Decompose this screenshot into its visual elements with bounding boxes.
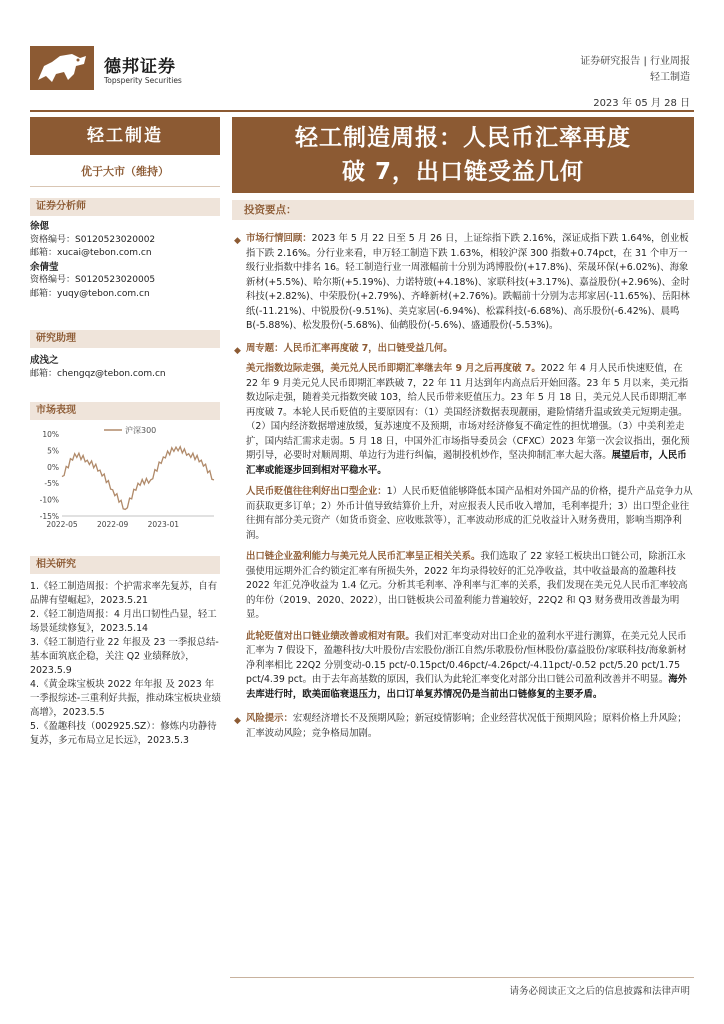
risk-paragraph — [232, 712, 694, 741]
limited-improvement-paragraph — [232, 630, 694, 703]
analyst-cert: 资格编号：S0120523020002 — [30, 234, 156, 245]
logo-en-text: Topsperity Securities — [104, 76, 182, 85]
limited-improvement-body: 我们对汇率变动对出口企业的盈利水平进行测算，在美元兑人民币汇率为 7 假设下，盈趣科技/大叶股份/吉宏股份/浙江自然/乐歌股份/恒林股份/嘉益股份/家联科技/海象新材净利率相比 22Q2 分别变动-0.15 pct/-0.15pct/0.46pct/-4.26pct/-4.11pct/-0.52 pct/5.20 pct/1.75 pct/4.39 pct。由于去年高基数的原因，我们认为此轮汇率变化对部分出口链公司盈利改善并不明显。 — [246, 630, 687, 685]
diamond-bullet-icon: ◆ — [234, 716, 241, 726]
limited-improvement-conclusion: 海外去库进行时，欧美面临衰退压力，出口订单复苏情况仍是当前出口链修复的主要矛盾。 — [246, 674, 687, 700]
market-review-paragraph — [232, 232, 694, 334]
title-line-2: 破 7，出口链受益几何 — [341, 159, 584, 185]
company-logo — [30, 46, 190, 94]
header-divider — [30, 110, 694, 112]
related-item[interactable]: 2.《轻工制造周报：4 月出口韧性凸显，轻工场景延续修复》，2023.5.14 — [30, 609, 217, 634]
assistant-email[interactable]: 邮箱：chengqz@tebon.com.cn — [30, 368, 166, 379]
profit-correlation-lead: 出口链企业盈利能力与美元兑人民币汇率呈正相关关系。 — [246, 551, 481, 562]
analyst-name: 余倩莹 — [30, 261, 59, 273]
analyst-list — [30, 220, 220, 301]
y-tick-label: -15% — [39, 512, 59, 521]
report-title — [232, 117, 694, 193]
y-tick-label: -10% — [39, 495, 59, 505]
analyst-heading: 证券分析师 — [30, 198, 220, 216]
footer-divider — [230, 977, 694, 978]
analyst-email[interactable]: 邮箱：yuqy@tebon.com.cn — [30, 288, 150, 299]
fx-trend-outlook: 展望后市，人民币汇率或能逐步回到相对平稳水平。 — [246, 450, 687, 476]
analyst-email[interactable]: 邮箱：xucai@tebon.com.cn — [30, 248, 152, 258]
rating-label: 优于大市（维持） — [81, 165, 169, 178]
rating-divider — [30, 186, 220, 187]
related-heading: 相关研究 — [30, 556, 220, 574]
related-item[interactable]: 5.《盈趣科技（002925.SZ）：修炼内功静待复苏，多元布局立足长远》，2023.5.3 — [30, 721, 217, 746]
related-item[interactable]: 4.《黄金珠宝板块 2022 年年报 及 2023 年一季报综述-三重利好共振，推动珠宝板块业绩高增》，2023.5.5 — [30, 679, 221, 718]
x-tick-label: 2023-01 — [147, 520, 180, 529]
x-tick-label: 2022-09 — [96, 520, 129, 529]
weekly-topic-lead: 周专题：人民币汇率再度破 7，出口链受益几何。 — [246, 342, 453, 354]
fx-trend-lead: 美元指数边际走强，美元兑人民币即期汇率继去年 9 月之后再度破 7。 — [246, 363, 541, 374]
report-type: 证券研究报告 | 行业周报 — [580, 56, 690, 67]
profit-correlation-paragraph — [232, 550, 694, 623]
report-header — [580, 54, 690, 86]
profit-correlation-body: 我们选取了 22 家轻工板块出口链公司，除浙江永强使用远期外汇合约锁定汇率有所损失外，2022 年均录得较好的汇兑净收益，其中收益最高的盈趣科技 2022 年汇兑净收益为 1.4 亿元。分析其毛利率、净利率与汇率的关系，我们发现在美元兑人民币汇率较高的年份（2019、2020、2022），出口链板块公司盈利能力普遍较好，22Q2 和 Q3 财务费用改善最为明显。 — [246, 551, 688, 620]
limited-improvement-lead: 此轮贬值对出口链业绩改善或相对有限。 — [246, 630, 415, 642]
analyst-cert: 资格编号：S0120523020005 — [30, 275, 156, 285]
market-heading: 市场表现 — [30, 402, 220, 420]
export-benefit-paragraph — [232, 485, 694, 543]
y-tick-label: 10% — [42, 430, 59, 439]
export-benefit-lead: 人民币贬值往往利好出口型企业： — [246, 486, 387, 497]
report-industry: 轻工制造 — [650, 72, 690, 83]
related-item[interactable]: 3.《轻工制造行业 22 年报及 23 一季报总结-基本面筑底企稳，关注 Q2 业绩释放》，2023.5.9 — [30, 637, 219, 676]
disclaimer-footer: 请务必阅读正文之后的信息披露和法律声明 — [509, 986, 690, 997]
fx-trend-body: 2022 年 4 月人民币快速贬值，在 22 年 9 月美元兑人民币即期汇率跌破 7，22 年 11 月达到年内高点后开始回落。23 年 5 月以来，美元指数边际走强，随着美元指数突破 103，给人民币带来贬值压力。23 年 5 月 18 日，美元兑人民币即期汇率再度破 7。本轮人民币贬值的主要原因有：（1）美国经济数据表现靓丽，避险情绪升温或致美元短期走强。（2）国内经济数据增速放缓，复苏速度不及预期，市场对经济修复不确定性的担忧增强。（3）中美利差走扩，国内结汇需求走弱。5 月 18 日，中国外汇市场指导委员会（CFXC）2023 年第一次会议指出，强化预期引导，必要时对顺周期、单边行为进行纠偏，遏制投机炒作，坚决抑制汇率大起大落。 — [246, 363, 690, 461]
x-tick-label: 2022-05 — [46, 520, 78, 529]
assistant-name: 成浅之 — [30, 355, 59, 366]
main-content — [232, 232, 694, 749]
logo-cn-text: 德邦证券 — [104, 57, 176, 77]
risk-lead: 风险提示： — [246, 713, 293, 724]
market-review-lead: 市场行情回顾： — [246, 233, 312, 244]
assistant-info — [30, 354, 220, 381]
risk-body: 宏观经济增长不及预期风险；新冠疫情影响；企业经营状况低于预期风险；原料价格上升风险；汇率波动风险；竞争格局加剧。 — [246, 713, 687, 739]
export-benefit-body: 1）人民币贬值能够降低本国产品相对外国产品的价格，提升产品竞争力从而获取更多订单；2）外币计值导致结算价上升，对应报表人民币收入增加，毛利率提升；3）出口型企业往往拥有部分美元资产（如货币资金、应收账款等），汇率波动形成的汇兑收益计入财务费用，影响当期净利润。 — [246, 486, 693, 541]
title-line-1: 轻工制造周报：人民币汇率再度 — [295, 125, 631, 151]
y-tick-label: 5% — [47, 446, 59, 456]
diamond-bullet-icon: ◆ — [234, 345, 241, 356]
invest-heading: 投资要点： — [232, 200, 694, 220]
bull-logo-icon — [30, 46, 94, 90]
series-line-hs300 — [62, 447, 214, 510]
market-review-body: 2023 年 5 月 22 日至 5 月 26 日，上证综指下跌 2.16%，深证成指下跌 1.64%，创业板指下跌 2.16%。分行业来看，申万轻工制造下跌 1.63%，相较沪深 300 指数+0.74pct，在 31 个申万一级行业指数中排名 16。轻工制造行业一周涨幅前十分别为鸿博股份(+17.8%)、荣晟环保(+6.02%)、海象新材(+5.5%)、哈尔斯(+5.19%)、力诺特玻(+4.18%)、家联科技(+3.17%)、嘉益股份(+2.96%)、金时科技(+2.82%)、中荣股份(+2.79%)、齐峰新材(+2.76%)。跌幅前十分别为志邦家居(-11.65%)、岳阳林纸(-11.21%)、中锐股份(-9.51%)、美克家居(-6.94%)、松霖科技(-6.68%)、高乐股份(-6.42%)、晨鸣 B(-5.88%)、松发股份(-5.68%)、仙鹤股份(-5.6%)、盛通股份(-5.53%)。 — [246, 233, 690, 331]
market-chart-svg — [30, 420, 220, 535]
y-tick-label: -5% — [44, 479, 59, 489]
legend-label: 沪深300 — [125, 426, 157, 435]
assistant-heading: 研究助理 — [30, 330, 220, 348]
market-chart — [30, 420, 220, 535]
y-tick-label: 0% — [47, 462, 59, 472]
report-date: 2023 年 05 月 28 日 — [593, 98, 690, 109]
analyst-name: 徐偲 — [30, 221, 50, 232]
fx-trend-paragraph — [232, 362, 694, 478]
diamond-bullet-icon: ◆ — [234, 236, 241, 246]
related-list — [30, 580, 222, 748]
weekly-topic-paragraph — [232, 342, 694, 357]
related-item[interactable]: 1.《轻工制造周报：个护需求率先复苏，自有品牌有望崛起》，2023.5.21 — [30, 581, 218, 606]
category-box: 轻工制造 — [30, 117, 220, 155]
